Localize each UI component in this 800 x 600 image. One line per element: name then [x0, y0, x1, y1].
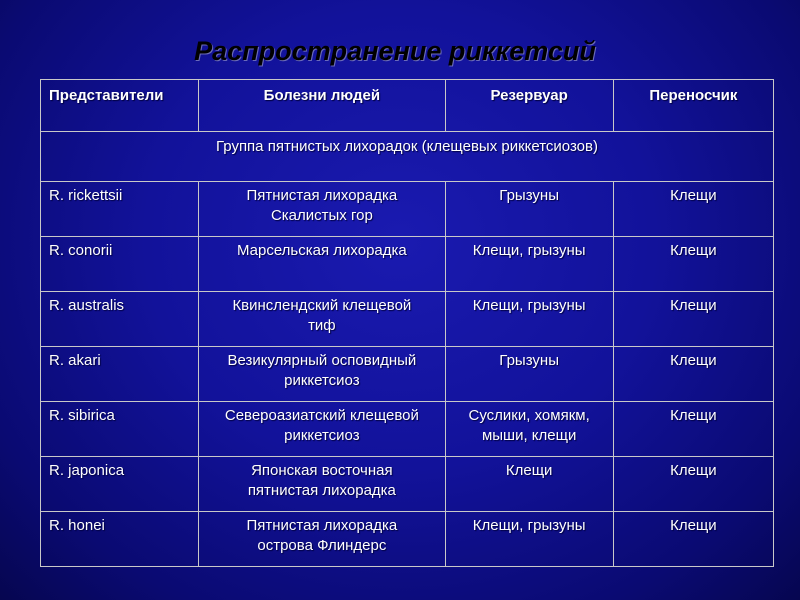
species-text: R. rickettsii [49, 187, 123, 204]
disease-line-1: Пятнистая лихорадка [246, 187, 398, 204]
reservoir-cell [445, 457, 613, 512]
reservoir-line-1: Клещи, грызуны [472, 517, 586, 534]
species-text: R. conorii [49, 242, 113, 259]
reservoir-line-1: Грызуны [499, 187, 559, 204]
vector-cell [613, 457, 773, 512]
reservoir-line-1: Суслики, хомякм, [468, 407, 590, 424]
disease-line-1: Японская восточная [251, 462, 393, 479]
header-disease: Болезни людей [199, 80, 445, 132]
header-vector: Переносчик [613, 80, 773, 132]
disease-cell [199, 292, 445, 347]
disease-cell [199, 402, 445, 457]
reservoir-cell [445, 237, 613, 292]
species-text: R. honei [49, 517, 105, 534]
reservoir-line-1: Клещи, грызуны [472, 242, 586, 259]
species-text: R. australis [49, 297, 125, 314]
reservoir-line-1: Клещи, грызуны [472, 297, 586, 314]
header-row [41, 80, 774, 132]
reservoir-line-2: мыши, клещи [481, 427, 577, 444]
disease-line-1: Везикулярный осповидный [227, 352, 417, 369]
species-text: R. sibirica [49, 407, 115, 424]
species-cell [41, 237, 199, 292]
species-cell [41, 292, 199, 347]
table-row [41, 512, 774, 567]
species-text: R. japonica [49, 462, 125, 479]
disease-line-1: Североазиатский клещевой [224, 407, 419, 424]
species-cell [41, 182, 199, 237]
vector-text: Клещи [670, 187, 717, 204]
disease-line-2: Скалистых гор [270, 207, 373, 224]
species-cell [41, 402, 199, 457]
vector-cell [613, 237, 773, 292]
species-cell [41, 512, 199, 567]
disease-cell [199, 237, 445, 292]
disease-line-2: тиф [308, 317, 336, 334]
vector-cell [613, 182, 773, 237]
table-row [41, 182, 774, 237]
disease-cell [199, 512, 445, 567]
reservoir-line-1: Грызуны [499, 352, 559, 369]
vector-cell [613, 292, 773, 347]
disease-line-2: острова Флиндерс [257, 537, 387, 554]
species-cell [41, 457, 199, 512]
table-row [41, 292, 774, 347]
header-species: Представители [41, 80, 199, 132]
table-row [41, 237, 774, 292]
vector-text: Клещи [670, 352, 717, 369]
reservoir-cell [445, 402, 613, 457]
disease-line-2: риккетсиоз [284, 372, 360, 389]
reservoir-cell [445, 512, 613, 567]
disease-cell [199, 182, 445, 237]
disease-cell [199, 457, 445, 512]
group-label: Группа пятнистых лихорадок (клещевых риккетсиозов) [41, 132, 774, 182]
disease-line-1: Марсельская лихорадка [236, 242, 407, 259]
vector-cell [613, 512, 773, 567]
header-reservoir: Резервуар [445, 80, 613, 132]
species-text: R. akari [49, 352, 101, 369]
vector-text: Клещи [670, 297, 717, 314]
page-title: Распространение риккетсий [194, 36, 596, 66]
reservoir-cell [445, 347, 613, 402]
reservoir-cell [445, 182, 613, 237]
reservoir-line-1: Клещи [505, 462, 553, 479]
group-row [41, 132, 774, 182]
table-row [41, 457, 774, 512]
disease-line-2: риккетсиоз [284, 427, 360, 444]
species-cell [41, 347, 199, 402]
vector-text: Клещи [670, 462, 717, 479]
vector-text: Клещи [670, 407, 717, 424]
vector-text: Клещи [670, 517, 717, 534]
rickettsia-table [40, 79, 774, 567]
disease-line-1: Квинслендский клещевой [232, 297, 412, 314]
vector-text: Клещи [670, 242, 717, 259]
table-row [41, 347, 774, 402]
table-row [41, 402, 774, 457]
vector-cell [613, 347, 773, 402]
vector-cell [613, 402, 773, 457]
disease-line-1: Пятнистая лихорадка [246, 517, 398, 534]
reservoir-cell [445, 292, 613, 347]
disease-cell [199, 347, 445, 402]
disease-line-2: пятнистая лихорадка [247, 482, 396, 499]
